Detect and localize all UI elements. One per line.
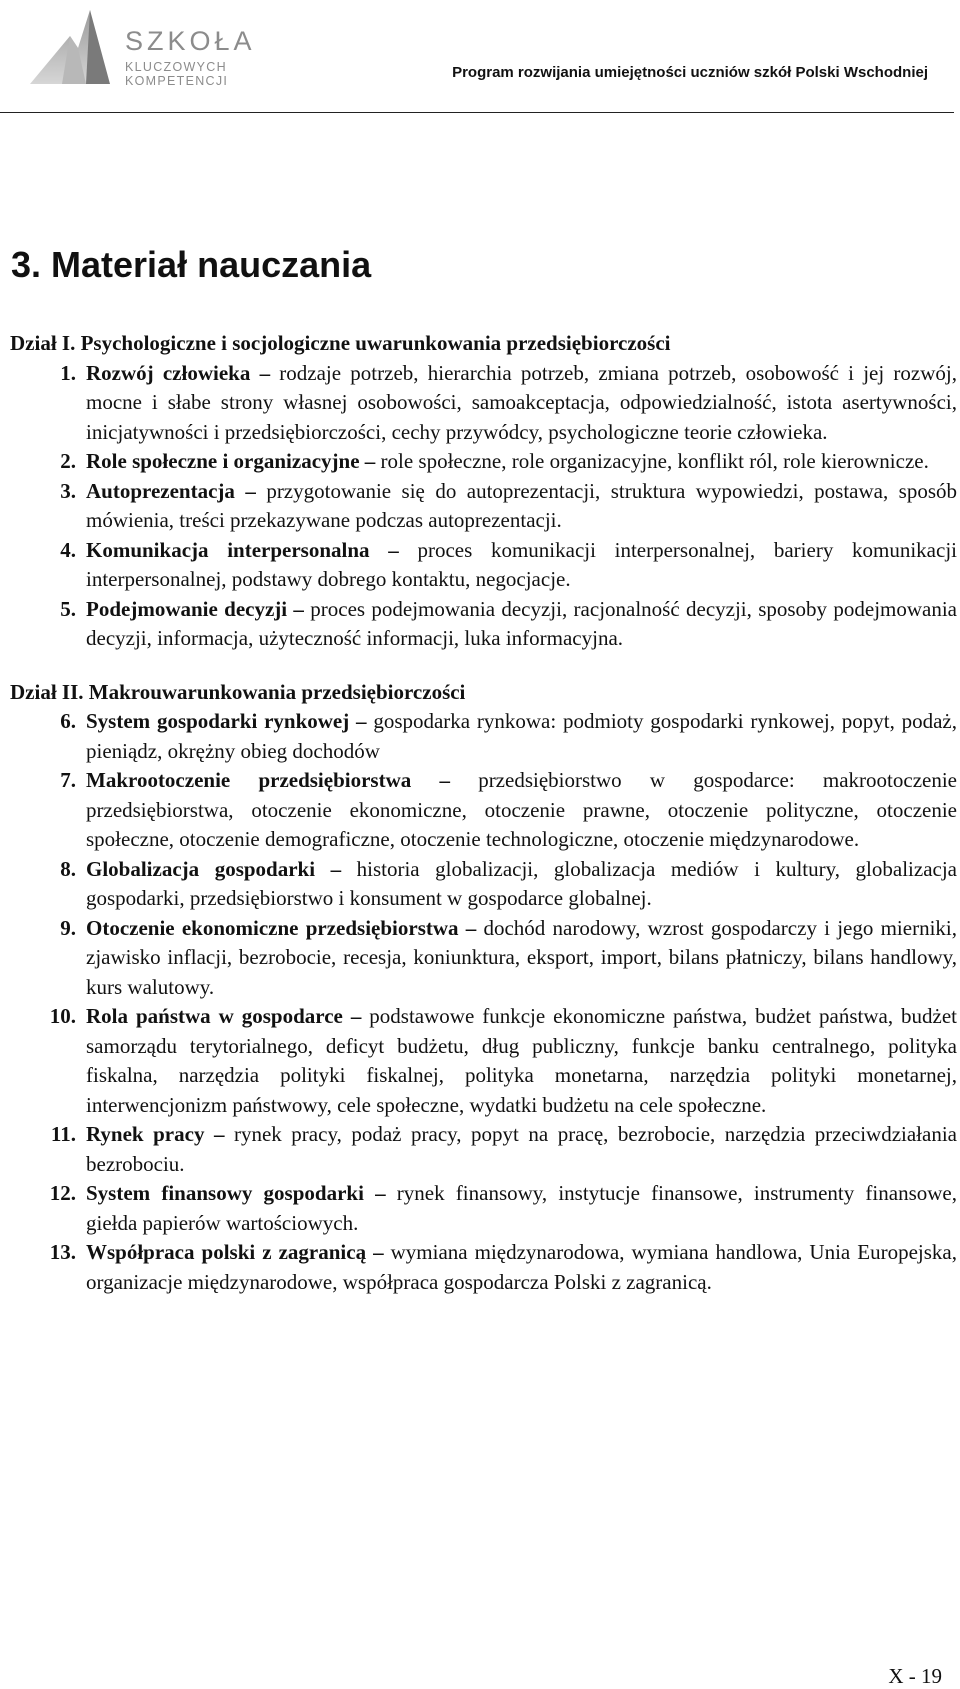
item-term: System gospodarki rynkowej — [86, 709, 350, 733]
list-item — [10, 914, 957, 1003]
item-number: 4. — [60, 537, 76, 562]
page-header — [0, 0, 954, 113]
item-number: 5. — [60, 596, 76, 621]
item-term: Rola państwa w gospodarce — [86, 1004, 343, 1028]
item-dash: – — [234, 478, 267, 503]
list-item — [10, 1238, 957, 1297]
item-dash: – — [315, 856, 357, 881]
item-description: przedsiębiorstwo w gospodarce: makrootoczenie przedsiębiorstwa, otoczenie ekonomiczne, otoczenie prawne, otoczenie polityczne, otoczenie społeczne, otoczenie demograficzne, otoczenie technologiczne, otoczenie międzynarodowe. — [86, 768, 958, 851]
item-number: 7. — [60, 768, 76, 792]
list-item — [10, 447, 957, 477]
item-term: Rynek pracy — [86, 1122, 205, 1146]
list-item — [10, 1120, 957, 1179]
list-item — [10, 1179, 957, 1238]
item-number: 8. — [60, 856, 76, 881]
list-item — [10, 595, 957, 654]
item-dash: – — [359, 449, 381, 473]
item-number: 3. — [60, 478, 76, 503]
logo-subtitle: KLUCZOWYCH KOMPETENCJI — [125, 60, 229, 88]
program-name: Program rozwijania umiejętności uczniów szkół Polski Wschodniej — [452, 64, 928, 81]
topic-list — [10, 707, 957, 1297]
item-description: historia globalizacji, globalizacja mediów i kultury, globalizacja gospodarki, przedsiębiorstwo i konsument w gospodarce globalnej. — [86, 856, 957, 910]
item-description: podstawowe funkcje ekonomiczne państwa, budżet państwa, budżet samorządu terytorialnego, deficyt budżetu, dług publiczny, funkcje banku centralnego, polityka fiskalna, narzędzia polityki fiskalnej, polityka monetarna, narzędzia polityki monetarnej, interwencjonizm państwowy, cele społeczne, wydatki budżetu na cele społeczne. — [86, 1004, 958, 1117]
item-description: gospodarka rynkowa: podmioty gospodarki rynkowej, popyt, podaż, pieniądz, okrężny obieg dochodów — [86, 709, 957, 763]
item-term: Komunikacja interpersonalna — [86, 537, 370, 562]
item-term: Podejmowanie decyzji — [86, 596, 288, 621]
list-item — [10, 359, 957, 448]
item-dash: – — [369, 537, 418, 562]
item-term: Globalizacja gospodarki — [86, 856, 316, 881]
section-2 — [10, 678, 957, 1298]
section-1 — [10, 329, 957, 654]
item-number: 12. — [49, 1181, 76, 1205]
page-title: 3. Materiał nauczania — [11, 244, 372, 285]
item-dash: – — [204, 1122, 234, 1146]
item-description: rodzaje potrzeb, hierarchia potrzeb, zmiana potrzeb, osobowość i jej rozwój, mocne i słabe strony własnej osobowości, samoakceptacja, odpowiedzialność, istota asertywności, inicjatywności i przedsiębiorczości, cechy przywódcy, psychologiczne teorie człowieka. — [86, 360, 957, 444]
content — [10, 329, 957, 1297]
item-description: wymiana międzynarodowa, wymiana handlowa, Unia Europejska, organizacje międzynarodowe, współpraca gospodarcza Polski z zagranicą. — [86, 1240, 957, 1294]
list-item — [10, 477, 957, 536]
list-item — [10, 1002, 957, 1120]
item-number: 1. — [60, 360, 76, 385]
section-heading: Dział I. Psychologiczne i socjologiczne uwarunkowania przedsiębiorczości — [10, 331, 671, 355]
item-description: dochód narodowy, wzrost gospodarczy i jego mierniki, zjawisko inflacji, bezrobocie, recesja, koniunktura, eksport, import, bilans płatniczy, bilans handlowy, kurs walutowy. — [86, 915, 957, 999]
topic-list — [10, 359, 957, 654]
item-description: proces komunikacji interpersonalnej, bariery komunikacji interpersonalnej, podstawy dobrego kontaktu, negocjacje. — [86, 537, 957, 591]
list-item — [10, 855, 957, 914]
item-number: 11. — [50, 1122, 76, 1146]
item-dash: – — [342, 1004, 370, 1028]
item-number: 13. — [49, 1240, 76, 1264]
logo — [28, 8, 318, 90]
list-item — [10, 536, 957, 595]
item-description: proces podejmowania decyzji, racjonalność decyzji, sposoby podejmowania decyzji, informacja, użyteczność informacji, luka informacyjna. — [86, 596, 957, 650]
logo-mountain-icon — [28, 8, 123, 90]
item-number: 9. — [60, 915, 76, 940]
item-number: 10. — [49, 1004, 76, 1028]
item-description: rynek pracy, podaż pracy, popyt na pracę, bezrobocie, narzędzia przeciwdziałania bezrobociu. — [86, 1122, 957, 1176]
item-dash: – — [287, 596, 311, 621]
list-item — [10, 766, 957, 855]
item-dash: – — [366, 1240, 391, 1264]
item-dash: – — [363, 1181, 397, 1205]
item-dash: – — [250, 360, 280, 385]
section-heading: Dział II. Makrouwarunkowania przedsiębiorczości — [10, 679, 466, 704]
item-term: Współpraca polski z zagranicą — [86, 1240, 367, 1264]
item-dash: – — [458, 915, 484, 940]
item-description: rynek finansowy, instytucje finansowe, instrumenty finansowe, giełda papierów wartościowych. — [86, 1181, 957, 1235]
item-term: Role społeczne i organizacyjne — [86, 449, 360, 473]
logo-title: SZKOŁA — [125, 26, 256, 56]
item-number: 2. — [60, 449, 76, 473]
item-dash: – — [411, 768, 479, 792]
item-description: role społeczne, role organizacyjne, konflikt ról, role kierownicze. — [380, 449, 929, 473]
item-term: Autoprezentacja — [86, 478, 235, 503]
item-term: Otoczenie ekonomiczne przedsiębiorstwa — [86, 915, 459, 940]
item-dash: – — [349, 709, 374, 733]
page-number: X - 19 — [888, 1664, 942, 1688]
item-term: Rozwój człowieka — [86, 360, 251, 385]
item-term: Makrootoczenie przedsiębiorstwa — [86, 768, 412, 792]
item-number: 6. — [60, 709, 76, 733]
item-description: przygotowanie się do autoprezentacji, struktura wypowiedzi, postawa, sposób mówienia, treści przekazywane podczas autoprezentacji. — [86, 478, 957, 532]
list-item — [10, 707, 957, 766]
item-term: System finansowy gospodarki — [86, 1181, 364, 1205]
